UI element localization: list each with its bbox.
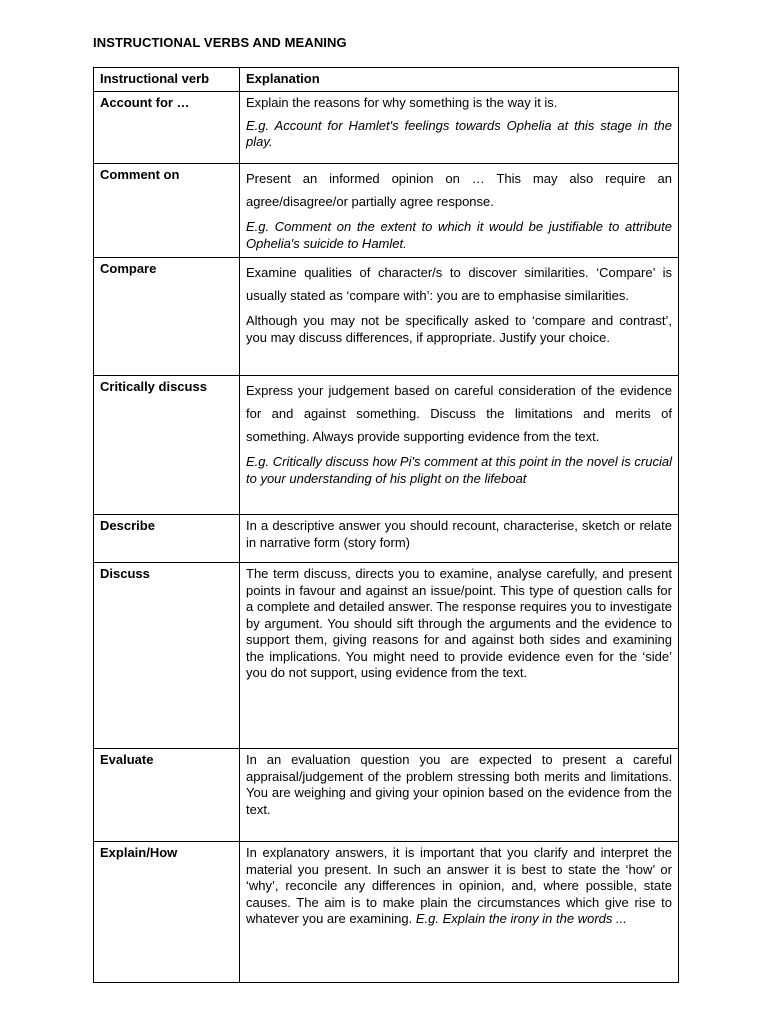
paragraph-text: E.g. Account for Hamlet's feelings towards Ophelia at this stage in the play. xyxy=(246,117,672,149)
header-verb: Instructional verb xyxy=(94,68,240,92)
inline-example: E.g. Explain the irony in the words ... xyxy=(415,911,627,926)
verb-cell: Describe xyxy=(94,515,240,563)
explanation-paragraph xyxy=(246,566,672,682)
explanation-cell xyxy=(240,515,679,563)
paragraph-text: Although you may not be specifically asked to ‘compare and contrast’, you may discuss differences, if appropriate. Justify your choice. xyxy=(246,313,672,345)
explanation-paragraph xyxy=(246,313,672,346)
table-header-row xyxy=(94,68,679,92)
table-row xyxy=(94,258,679,376)
verb-cell: Critically discuss xyxy=(94,376,240,515)
page-title: INSTRUCTIONAL VERBS AND MEANING xyxy=(93,35,347,50)
explanation-paragraph xyxy=(246,845,672,928)
paragraph-text: Examine qualities of character/s to discover similarities. ‘Compare’ is usually stated as ‘compare with’: you are to emphasise similarities. xyxy=(246,265,672,303)
explanation-paragraph xyxy=(246,118,672,151)
verb-cell: Discuss xyxy=(94,563,240,749)
explanation-paragraph xyxy=(246,518,672,551)
table-row xyxy=(94,749,679,842)
explanation-paragraph xyxy=(246,95,672,112)
verb-cell: Account for … xyxy=(94,92,240,164)
paragraph-text: Explain the reasons for why something is the way it is. xyxy=(246,95,558,110)
paragraph-text: E.g. Critically discuss how Pi's comment at this point in the novel is crucial to your understanding of his plight on the lifeboat xyxy=(246,454,672,486)
table-row xyxy=(94,164,679,258)
explanation-paragraph xyxy=(246,379,672,448)
paragraph-text: In explanatory answers, it is important that you clarify and interpret the material you present. In such an answer it is best to state the ‘how’ or ‘why’, reconcile any differences in opinion, and, where possible, state causes. The aim is to make plain the circumstances which give rise to whatever you are examining. xyxy=(246,845,672,926)
paragraph-text: E.g. Comment on the extent to which it would be justifiable to attribute Ophelia's suicide to Hamlet. xyxy=(246,219,672,251)
table-row xyxy=(94,92,679,164)
verb-cell: Evaluate xyxy=(94,749,240,842)
explanation-paragraph xyxy=(246,219,672,252)
paragraph-text: In a descriptive answer you should recount, characterise, sketch or relate in narrative form (story form) xyxy=(246,518,672,550)
explanation-paragraph xyxy=(246,454,672,487)
paragraph-text: In an evaluation question you are expected to present a careful appraisal/judgement of the problem stressing both merits and limitations. You are weighing and giving your opinion based on the evidence from the text. xyxy=(246,752,672,817)
explanation-cell xyxy=(240,563,679,749)
paragraph-text: Present an informed opinion on … This may also require an agree/disagree/or partially agree response. xyxy=(246,171,672,209)
table-body xyxy=(94,68,679,983)
table-row xyxy=(94,563,679,749)
paragraph-text: Express your judgement based on careful consideration of the evidence for and against something. Discuss the limitations and merits of something. Always provide supporting evidence from the text. xyxy=(246,383,672,444)
table-row xyxy=(94,515,679,563)
paragraph-text: The term discuss, directs you to examine, analyse carefully, and present points in favour and against an issue/point. This type of question calls for a complete and detailed answer. The response requires you to investigate by argument. You should sift through the arguments and the evidence to support them, giving reasons for and against both sides and examining the implications. You might need to provide evidence even for the ‘side’ you do not support, using evidence from the text. xyxy=(246,566,672,680)
explanation-paragraph xyxy=(246,261,672,307)
verb-cell: Compare xyxy=(94,258,240,376)
explanation-cell xyxy=(240,749,679,842)
explanation-cell xyxy=(240,92,679,164)
explanation-cell xyxy=(240,376,679,515)
explanation-paragraph xyxy=(246,752,672,818)
verb-cell: Comment on xyxy=(94,164,240,258)
explanation-cell xyxy=(240,842,679,983)
table-row xyxy=(94,842,679,983)
table-row xyxy=(94,376,679,515)
header-explanation: Explanation xyxy=(240,68,679,92)
explanation-paragraph xyxy=(246,167,672,213)
verbs-table xyxy=(93,67,679,983)
verb-cell: Explain/How xyxy=(94,842,240,983)
explanation-cell xyxy=(240,258,679,376)
explanation-cell xyxy=(240,164,679,258)
